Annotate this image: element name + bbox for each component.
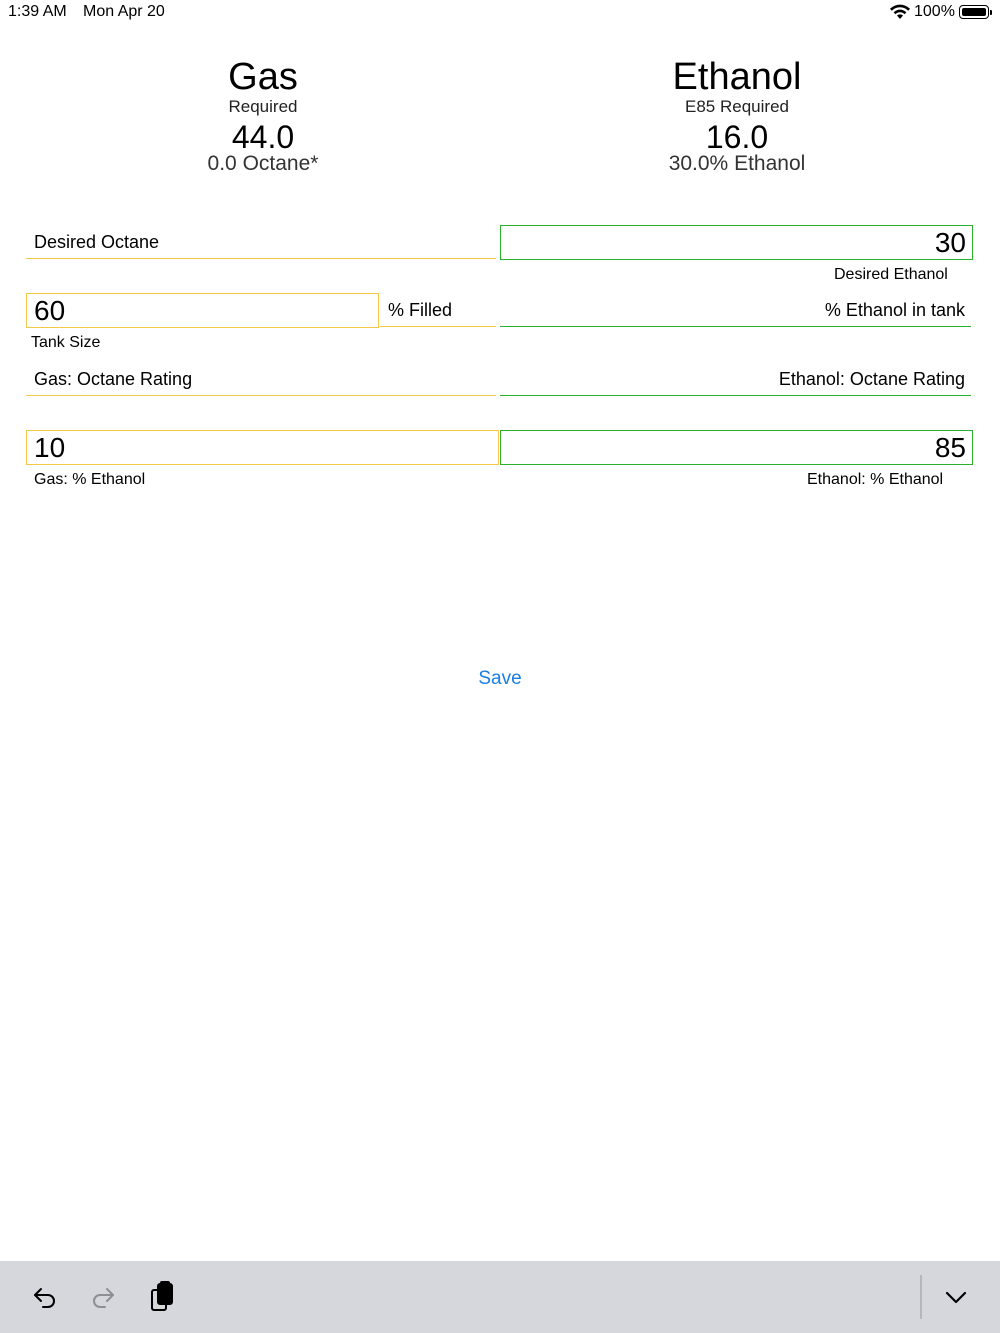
- paste-icon[interactable]: [144, 1279, 180, 1315]
- desired-ethanol-input[interactable]: [500, 225, 973, 260]
- desired-octane-input[interactable]: [26, 224, 496, 259]
- percent-ethanol-tank-placeholder: % Ethanol in tank: [824, 300, 965, 320]
- gas-amount: 44.0: [231, 119, 295, 155]
- save-button[interactable]: [0, 668, 1000, 690]
- ethanol-title: Ethanol: [672, 56, 802, 98]
- ethanol-amount: 16.0: [705, 119, 769, 155]
- gas-octane-note: 0.0 Octane*: [207, 152, 319, 175]
- redo-icon[interactable]: [85, 1279, 121, 1315]
- gas-octane-rating-input[interactable]: [26, 361, 496, 396]
- tank-size-caption: Tank Size: [31, 334, 101, 351]
- ethanol-octane-rating-input[interactable]: [500, 361, 971, 396]
- tank-size-input[interactable]: [26, 293, 379, 328]
- ethanol-percent-ethanol-caption: Ethanol: % Ethanol: [807, 471, 944, 488]
- desired-octane-placeholder: Desired Octane: [34, 232, 160, 252]
- toolbar-divider: [920, 1275, 922, 1319]
- ethanol-percent-ethanol-input[interactable]: [500, 430, 973, 465]
- ethanol-octane-rating-placeholder: Ethanol: Octane Rating: [778, 369, 965, 389]
- save-label: Save: [478, 668, 522, 689]
- ethanol-percent-note: 30.0% Ethanol: [668, 152, 806, 175]
- keyboard-toolbar: [0, 1261, 1000, 1333]
- desired-ethanol-value: 30: [934, 227, 966, 258]
- tank-size-value: 60: [34, 295, 66, 326]
- undo-icon[interactable]: [27, 1279, 63, 1315]
- status-date: Mon Apr 20: [83, 3, 165, 20]
- gas-summary: [26, 57, 500, 176]
- percent-filled-input[interactable]: [380, 292, 496, 327]
- gas-title: Gas: [228, 56, 298, 98]
- gas-percent-ethanol-caption: Gas: % Ethanol: [34, 471, 146, 488]
- ethanol-percent-ethanol-value: 85: [934, 432, 966, 463]
- wifi-icon: [889, 4, 911, 25]
- status-time: 1:39 AM: [8, 3, 67, 20]
- gas-subtitle: Required: [228, 97, 298, 116]
- percent-filled-placeholder: % Filled: [388, 300, 453, 320]
- gas-octane-rating-placeholder: Gas: Octane Rating: [34, 369, 193, 389]
- ethanol-subtitle: E85 Required: [685, 97, 789, 116]
- ethanol-summary: [500, 57, 974, 176]
- desired-ethanol-caption: Desired Ethanol: [834, 266, 948, 283]
- battery-icon: [959, 5, 989, 19]
- gas-percent-ethanol-value: 10: [34, 432, 66, 463]
- dismiss-keyboard-icon[interactable]: [938, 1279, 974, 1315]
- battery-percent: 100%: [914, 3, 955, 20]
- gas-percent-ethanol-input[interactable]: [26, 430, 499, 465]
- percent-ethanol-tank-input[interactable]: [500, 292, 971, 327]
